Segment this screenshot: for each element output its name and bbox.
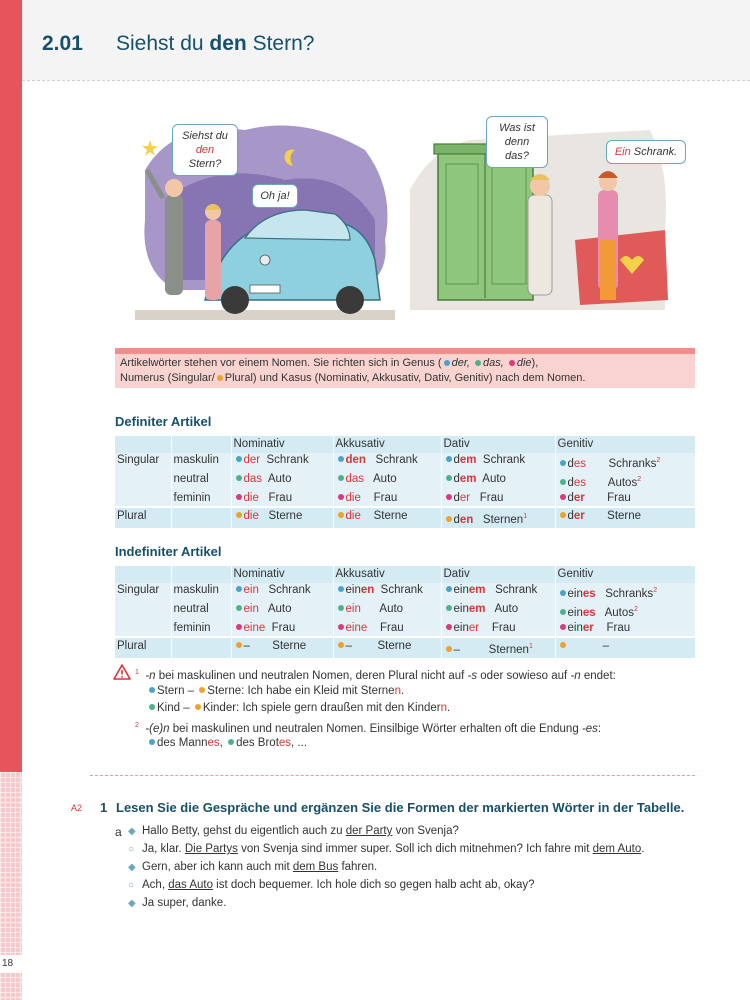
exercise-instruction: Lesen Sie die Gespräche und ergänzen Sie die Formen der markierten Wörter in der Tabelle. [116, 800, 685, 815]
label-plural: Plural [115, 637, 171, 659]
info-line-2: Numerus (Singular/ Plural) und Kasus (Nominativ, Akkusativ, Dativ, Genitiv) nach dem Nomen. [120, 372, 586, 384]
dialogue-line-3: ◆ Gern, aber ich kann auch mit dem Bus fahren. [128, 861, 378, 873]
man-figure-right [528, 195, 552, 295]
gender-maskulin: maskulin [171, 583, 231, 602]
woman-figure [205, 220, 221, 300]
speech-bubble-ein-schrank: Ein Schrank. [606, 140, 686, 164]
header-akkusativ: Akkusativ [333, 436, 441, 453]
exercise-part-letter: a [115, 825, 122, 839]
header-genitiv: Genitiv [555, 436, 695, 453]
definite-article-table: Nominativ Akkusativ Dativ Genitiv Singular maskulin der Schrank den Schrank dem Schrank des Schranks$^2$ neutral das Auto das Auto dem Auto des Autos$^2$ feminin die Frau die Frau der Frau der Frau Plural die Sterne die Sterne den Sternen$^1$ der Sterne [115, 436, 695, 528]
page-number: 18 [0, 955, 22, 973]
grammar-info-box [115, 348, 695, 388]
gender-feminin: feminin [171, 491, 231, 507]
exercise-level-tag: A2 [71, 803, 83, 813]
footnote-1-example-2: Kind – Kinder: Ich spiele gern draußen mit den Kindern. [147, 700, 450, 716]
header-nominativ: Nominativ [231, 566, 333, 583]
circle-bullet-icon: ○ [128, 844, 135, 855]
masculine-dot-icon [444, 360, 450, 366]
dialogue-line-1: ◆ Hallo Betty, gehst du eigentlich auch zu der Party von Svenja? [128, 825, 459, 837]
section-divider [90, 775, 695, 776]
dialogue-line-5: ◆ Ja super, danke. [128, 897, 227, 909]
diamond-bullet-icon: ◆ [128, 862, 136, 873]
gender-maskulin: maskulin [171, 453, 231, 472]
gender-neutral: neutral [171, 602, 231, 621]
indefinite-article-table: Nominativ Akkusativ Dativ Genitiv Singular maskulin ein Schrank einen Schrank einem Schrank eines Schranks$^2$ neutral ein Auto ein Auto einem Auto eines Autos$^2$ feminin eine Frau eine Frau einer Frau einer Frau Plural – Sterne – Sterne – Sternen$^1$ – [115, 566, 695, 658]
star-icon [142, 140, 158, 156]
gender-feminin: feminin [171, 621, 231, 637]
footnote-2-example: des Mannes, des Brotes, ... [147, 735, 307, 751]
header-nominativ: Nominativ [231, 436, 333, 453]
label-plural: Plural [115, 507, 171, 529]
neuter-dot-icon [475, 360, 481, 366]
footnote-1-example-1: Stern – Sterne: Ich habe ein Kleid mit Sternen. [147, 683, 404, 699]
warning-icon [113, 664, 131, 680]
plural-dot-icon [217, 375, 223, 381]
man-figure [165, 195, 183, 295]
feminine-dot-icon [509, 360, 515, 366]
dialogue-line-4: ○ Ach, das Auto ist doch bequemer. Ich hole dich so gegen halb acht ab, okay? [128, 879, 535, 891]
header-dativ: Dativ [441, 566, 555, 583]
gender-neutral: neutral [171, 472, 231, 491]
header-genitiv: Genitiv [555, 566, 695, 583]
circle-bullet-icon: ○ [128, 880, 135, 891]
header-akkusativ: Akkusativ [333, 566, 441, 583]
footnote-2: $^2$ -(e)n bei maskulinen und neutralen Nomen. Einsilbige Wörter erhalten oft die Endung -es: [135, 722, 602, 735]
dialogue-line-2: ○ Ja, klar. Die Partys von Svenja sind immer super. Soll ich dich mitnehmen? Ich fahre mit dem Auto. [128, 843, 645, 855]
speech-bubble-siehst-du: Siehst du den Stern? [172, 124, 238, 176]
label-singular: Singular [117, 584, 160, 596]
exercise-number: 1 [100, 800, 108, 815]
header-dativ: Dativ [441, 436, 555, 453]
label-singular: Singular [117, 454, 160, 466]
footnote-1: $^1$ -n bei maskulinen und neutralen Nomen, deren Plural nicht auf -s oder sowieso auf -n endet: [135, 669, 616, 682]
indefinite-article-heading: Indefiniter Artikel [115, 544, 222, 559]
info-line-1: Artikelwörter stehen vor einem Nomen. Sie richten sich in Genus ( der, das, die), [120, 357, 539, 369]
sofa-shape [575, 230, 668, 305]
definite-article-heading: Definiter Artikel [115, 414, 212, 429]
diamond-bullet-icon: ◆ [128, 898, 136, 909]
diamond-bullet-icon: ◆ [128, 826, 136, 837]
speech-bubble-oh-ja: Oh ja! [252, 184, 298, 208]
speech-bubble-was-ist: Was ist denn das? [486, 116, 548, 168]
chapter-number: 2.01 [42, 32, 83, 55]
chapter-title: Siehst du den Stern? [116, 32, 315, 55]
header-divider [22, 80, 750, 81]
